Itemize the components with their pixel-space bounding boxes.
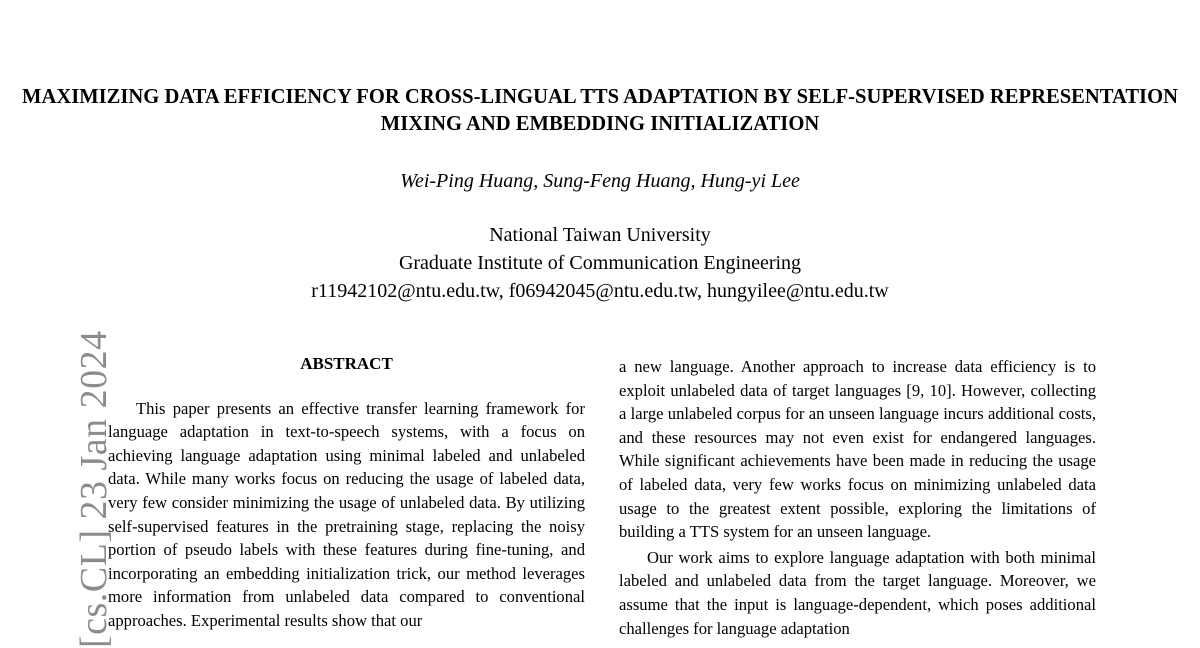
intro-paragraph-next: Our work aims to explore language adaptation with both minimal labeled and unlabeled data from the target language. Moreover, we assume that the input is language-dependent, which poses additional challenges for language adaptation [619,547,1096,638]
abstract-text: This paper presents an effective transfer learning framework for language adaptation in text-to-speech systems, with a focus on achieving language adaptation using minimal labeled and unlabeled data. While many works focus on reducing the usage of labeled data, very few consider minimizing the usage of unlabeled data. By utilizing self-supervised features in the pretraining stage, replacing the noisy portion of pseudo labels with these features during fine-tuning, and incorporating an embedding initialization trick, our method leverages more information from unlabeled data compared to conventional approaches. Experimental results show that our [108,398,585,630]
left-column [108,352,585,633]
author-list: Wei-Ping Huang, Sung-Feng Huang, Hung-yi Lee [400,170,800,192]
abstract-heading: ABSTRACT [300,354,393,373]
paper-title: MAXIMIZING DATA EFFICIENCY FOR CROSS-LINGUAL TTS ADAPTATION BY SELF-SUPERVISED REPRESENTATION MIXING AND EMBEDDING INITIALIZATION [22,86,1178,135]
affiliation-university: National Taiwan University [489,224,711,246]
affiliation-block [0,221,1200,305]
affiliation-institute: Graduate Institute of Communication Engineering [398,252,802,274]
intro-paragraph-continued: a new language. Another approach to increase data efficiency is to exploit unlabeled data of target languages [9, 10]. However, collecting a large unlabeled corpus for an unseen language incurs additional costs, and these resources may not even exist for endangered languages. While significant achievements have been made in reducing the usage of labeled data, very few works focus on minimizing unlabeled data usage to the greatest extent possible, exploring the limitations of building a TTS system for an unseen language. [619,357,1096,542]
arxiv-sidebar-stamp: [cs.CL] 23 Jan 2024 [73,330,115,648]
right-column [619,355,1096,640]
affiliation-emails: r11942102@ntu.edu.tw, f06942045@ntu.edu.tw, hungyilee@ntu.edu.tw [311,280,889,302]
